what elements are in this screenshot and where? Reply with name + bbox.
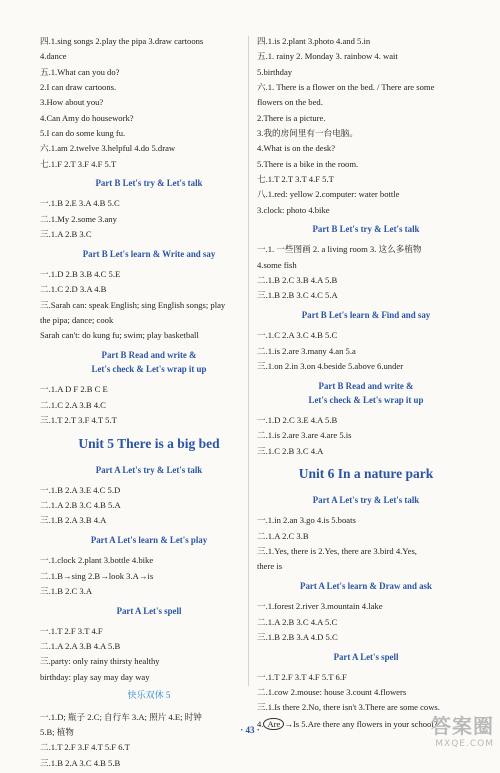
answer-line: 七.1.T 2.T 3.T 4.F 5.T (257, 173, 334, 184)
answer-line: 二.1.is 2.are 3.many 4.an 5.a (257, 345, 356, 356)
answer-line: 3.clock: photo 4.bike (257, 204, 330, 215)
answer-line: 四.1.is 2.plant 3.photo 4.and 5.in (257, 36, 371, 46)
answer-line: 二.1.C 2.A 3.B 4.C (40, 399, 106, 410)
answer-line: 5.B; 植物 (40, 727, 74, 738)
answer-line: 三.1.C 2.B 3.C 4.A (257, 445, 324, 456)
answer-line: 4.dance (40, 51, 67, 62)
answer-line: 一.1.D; 瓶子 2.C; 自行车 3.A; 照片 4.E; 时钟 (40, 711, 202, 722)
section-heading: Part B Read and write & (101, 350, 197, 361)
answer-line: Sarah can't: do kung fu; swim; play basketball (40, 330, 199, 341)
answer-line: 一.1. 一些图画 2. a living room 3. 这么多植物 (257, 244, 422, 255)
answer-line: 4.some fish (257, 259, 297, 270)
answer-line: there is (257, 561, 283, 572)
answer-line: 八.1.red: yellow 2.computer: water bottle (257, 189, 400, 200)
answer-line: 4.What is on the desk? (257, 143, 336, 154)
answer-line: 四.1.sing songs 2.play the pipa 3.draw cartoons (40, 36, 204, 46)
answer-line: 三.1.Is there 2.No, there isn't 3.There are some cows. (257, 702, 440, 713)
answer-line: 三.1.A 2.B 3.C (40, 229, 92, 240)
answer-line: 三.1.on 2.in 3.on 4.beside 5.above 6.under (257, 360, 404, 371)
answer-line: 五.1. rainy 2. Monday 3. rainbow 4. wait (257, 51, 398, 62)
answer-line: 一.1.T 2.F 3.T 4.F (40, 625, 103, 636)
circled-word: Are (263, 718, 284, 731)
answer-line: 三.party: only rainy thirsty healthy (40, 656, 160, 667)
section-heading: Part B Let's learn & Write and say (82, 248, 216, 259)
answer-line: 2.I can draw cartoons. (40, 81, 117, 92)
section-heading: Let's check & Let's wrap it up (91, 364, 207, 375)
section-heading: Part A Let's spell (333, 651, 399, 662)
answer-line: 二.1.is 2.are 3.are 4.are 5.is (257, 430, 352, 441)
answer-line: 3.我的房间里有一台电脑。 (257, 127, 358, 138)
watermark-logo (431, 714, 494, 750)
answer-line: 七.1.F 2.T 3.F 4.F 5.T (40, 158, 117, 169)
answer-line: 二.1.C 2.D 3.A 4.B (40, 284, 107, 295)
page-number-value: 43 (245, 725, 255, 735)
answer-line: 二.1.T 2.F 3.F 4.T 5.F 6.T (40, 742, 130, 753)
section-heading: Part A Let's spell (116, 605, 182, 616)
watermark-text: 答案圈 (431, 713, 494, 738)
answer-line: 三.1.T 2.T 3.F 4.T 5.T (40, 414, 117, 425)
answer-line: 一.1.clock 2.plant 3.bottle 4.bike (40, 555, 154, 566)
answer-line: 三.1.B 2.A 3.B 4.A (40, 515, 107, 526)
answer-line: birthday: play say may day way (40, 671, 150, 682)
answer-line: 三.1.B 2.B 3.A 4.D 5.C (257, 631, 338, 642)
answer-line: 2.There is a picture. (257, 112, 326, 123)
answer-line: 一.1.D 2.C 3.E 4.A 5.B (257, 414, 338, 425)
section-heading: Part B Let's try & Let's talk (95, 178, 203, 189)
answer-line: 一.1.B 2.A 3.E 4.C 5.D (40, 484, 121, 495)
section-heading: Part B Let's learn & Find and say (301, 310, 431, 321)
answer-line: 一.1.T 2.F 3.T 4.F 5.T 6.F (257, 671, 347, 682)
answer-line: 一.1.D 2.B 3.B 4.C 5.E (40, 269, 121, 279)
answer-line: 三.1.B 2.C 3.A (40, 585, 93, 596)
answer-line: 一.1.in 2.an 3.go 4.is 5.boats (257, 515, 356, 526)
answer-line: 一.1.forest 2.river 3.mountain 4.lake (257, 601, 383, 612)
weekend-section-title: 快乐双休 5 (127, 690, 171, 701)
unit-title: Unit 6 In a nature park (298, 466, 434, 482)
answer-line: 二.1.B→sing 2.B→look 3.A→is (40, 570, 154, 581)
answer-line: 一.1.B 2.E 3.A 4.B 5.C (40, 198, 120, 209)
answer-line: 三.Sarah can: speak English; sing English songs; play (40, 299, 226, 310)
answer-line: 二.1.My 2.some 3.any (40, 213, 117, 224)
right-column (257, 36, 475, 735)
page-number: · 43 · (240, 725, 260, 735)
left-column (40, 36, 258, 773)
answer-line: 三.1.B 2.B 3.C 4.C 5.A (257, 290, 338, 301)
answer-text: →Is 5.Are there any flowers in your school? (284, 718, 438, 729)
answer-line: 二.1.A 2.C 3.B (257, 530, 309, 541)
unit-title: Unit 5 There is a big bed (78, 435, 220, 451)
section-heading: Let's check & Let's wrap it up (308, 394, 424, 405)
section-heading: Part B Read and write & (318, 380, 414, 391)
watermark-site: MXQE.COM (435, 738, 494, 749)
answer-line: flowers on the bed. (257, 97, 323, 108)
section-heading: Part A Let's try & Let's talk (312, 495, 420, 506)
answer-line: 5.I can do some kung fu. (40, 127, 126, 138)
section-heading: Part B Let's try & Let's talk (312, 224, 420, 235)
answer-line: 六.1. There is a flower on the bed. / There are some (257, 81, 435, 92)
answer-line: 一.1.C 2.A 3.C 4.B 5.C (257, 330, 338, 341)
answer-line: 五.1.What can you do? (40, 66, 120, 77)
answer-line: 二.1.B 2.C 3.B 4.A 5.B (257, 275, 338, 286)
answer-line: 3.How about you? (40, 97, 104, 108)
answer-line: 二.1.A 2.B 3.C 4.A 5.C (257, 616, 338, 627)
answer-line: 5.birthday (257, 66, 293, 77)
section-heading: Part A Let's try & Let's talk (95, 464, 203, 475)
answer-line: 一.1.A D F 2.B C E (40, 384, 108, 395)
answer-line: 二.1.A 2.A 3.B 4.A 5.B (40, 641, 121, 652)
answer-line: 六.1.am 2.twelve 3.helpful 4.do 5.draw (40, 143, 176, 154)
section-heading: Part A Let's learn & Draw and ask (300, 581, 432, 592)
answer-line: 4.Can Amy do housework? (40, 112, 134, 123)
answer-line: 三.1.Yes, there is 2.Yes, there are 3.bird 4.Yes, (257, 546, 417, 556)
answer-line: 二.1.cow 2.mouse: house 3.count 4.flowers (257, 687, 407, 698)
answer-line: 5.There is a bike in the room. (257, 158, 359, 169)
answer-line: the pipa; dance; cook (40, 314, 114, 325)
answer-line: 二.1.A 2.B 3.C 4.B 5.A (40, 500, 121, 511)
answer-line: 三.1.B 2.A 3.C 4.B 5.B (40, 757, 121, 768)
section-heading: Part A Let's learn & Let's play (90, 535, 208, 546)
answer-prefix: 4. (257, 718, 264, 729)
column-divider (248, 36, 249, 686)
